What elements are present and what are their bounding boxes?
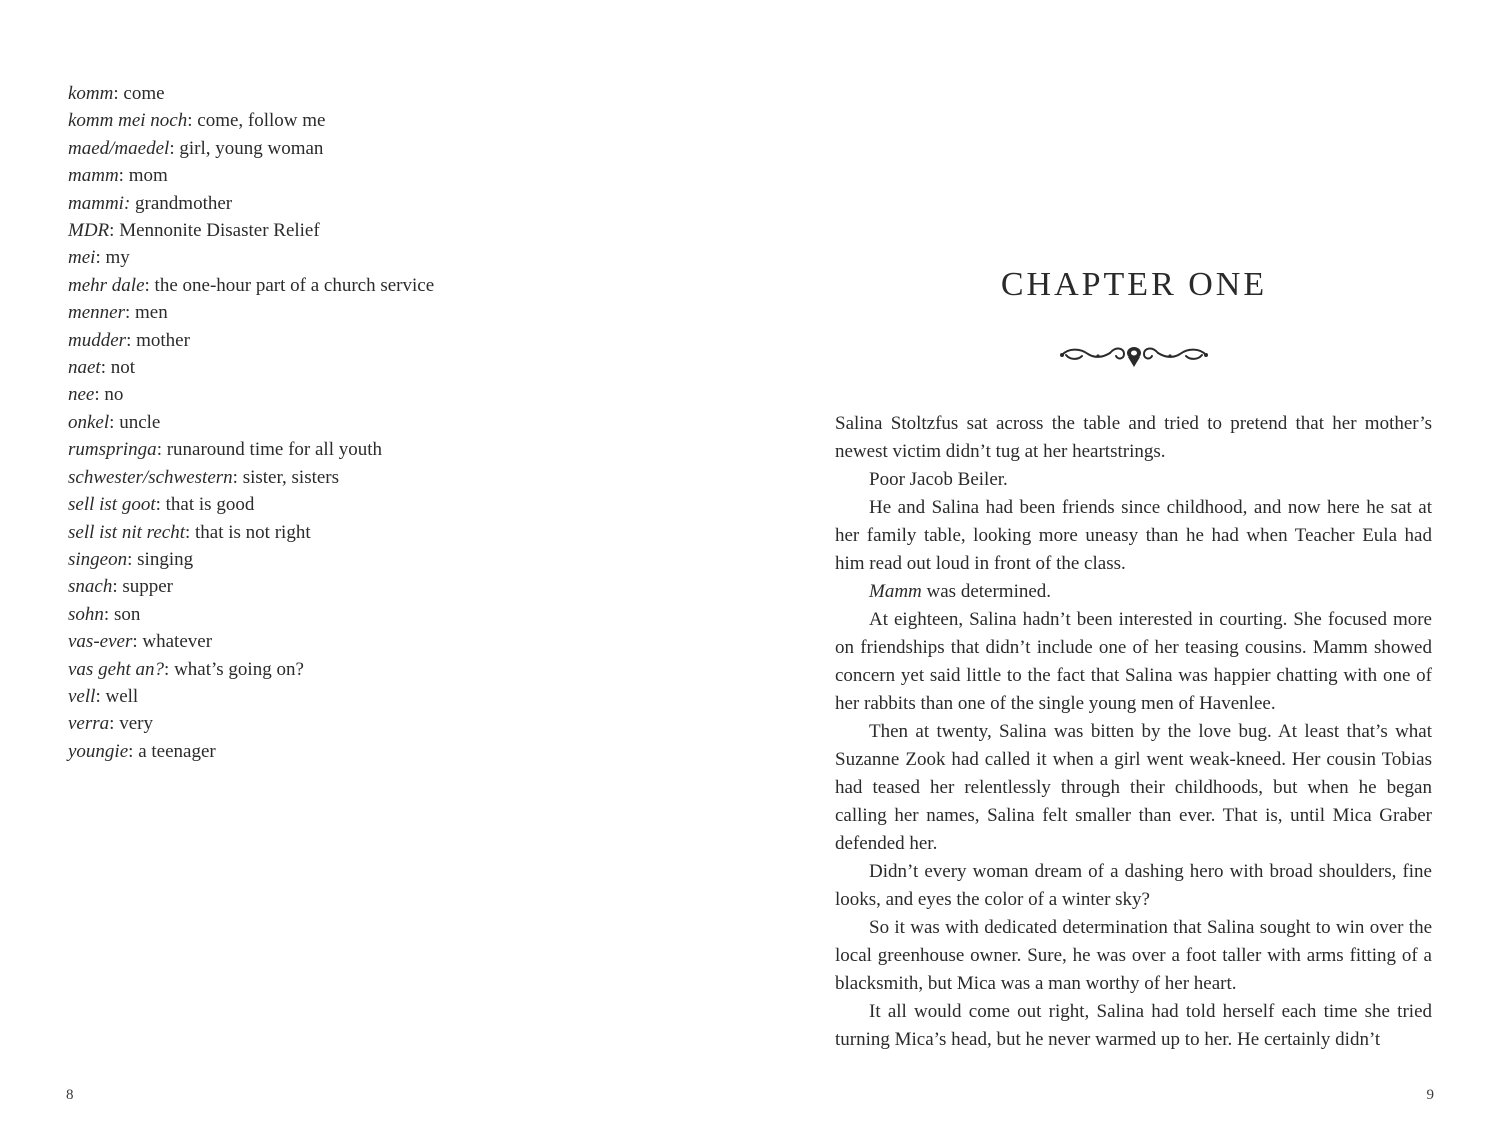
glossary-term: maed/maedel: [68, 137, 170, 159]
glossary-entry: [68, 628, 708, 655]
glossary-term: snach: [68, 576, 113, 598]
glossary-definition: Mennonite Disaster Relief: [114, 220, 320, 242]
glossary-term: nee: [68, 384, 95, 406]
body-paragraph: [835, 410, 1432, 466]
glossary-term: youngie: [68, 740, 129, 762]
glossary-entry: [68, 381, 708, 408]
body-paragraph: [835, 578, 1432, 606]
glossary-entry: [68, 327, 708, 354]
page-number-right: 9: [1426, 1087, 1434, 1103]
glossary-definition: uncle: [114, 411, 161, 433]
paragraph-text: Salina Stoltzfus sat across the table and tried to pretend that her mother’s newest victim didn’t tug at her heartstrings.: [835, 413, 1432, 462]
body-paragraph: [835, 718, 1432, 858]
body-paragraph: [835, 494, 1432, 578]
glossary-entry: [68, 464, 708, 491]
paragraph-text: was determined.: [921, 581, 1052, 602]
paragraph-text: Then at twenty, Salina was bitten by the love bug. At least that’s what Suzanne Zook had called it when a girl went weak-kneed. Her cousin Tobias had teased her relentlessly through their childhoods, but when he began calling her names, Salina felt smaller than ever. That is, until Mica Graber defended her.: [835, 721, 1432, 854]
glossary-term: onkel: [68, 411, 110, 433]
glossary-entry: [68, 244, 708, 271]
paragraph-text: Didn’t every woman dream of a dashing hero with broad shoulders, fine looks, and eyes the color of a winter sky?: [835, 861, 1432, 910]
glossary-definition: my: [100, 247, 130, 269]
glossary-separator: :: [184, 521, 191, 543]
body-paragraph: [835, 466, 1432, 494]
glossary-separator: :: [112, 576, 118, 598]
glossary-term: naet: [68, 357, 101, 379]
glossary-entry: [68, 519, 708, 546]
glossary-entry: [68, 299, 708, 326]
glossary-definition: girl, young woman: [174, 137, 324, 159]
glossary-separator: :: [128, 740, 134, 762]
glossary-entry: [68, 162, 708, 189]
glossary-entry: [68, 217, 708, 244]
glossary-term: rumspringa: [68, 439, 157, 461]
glossary-definition: come: [118, 83, 165, 104]
glossary-definition: grandmother: [130, 192, 233, 214]
glossary-entry: [68, 683, 708, 710]
glossary-definition: a teenager: [133, 740, 216, 762]
glossary-term: singeon: [68, 548, 128, 570]
glossary-term: sell ist nit recht: [68, 521, 185, 543]
page-number-left: 8: [66, 1087, 74, 1103]
glossary-term: sell ist goot: [68, 494, 156, 516]
glossary-separator: :: [187, 110, 193, 132]
paragraph-text: So it was with dedicated determination that Salina sought to win over the local greenhouse owner. Sure, he was over a foot taller with arms fitting of a blacksmith, but Mica was a man worthy of her heart.: [835, 917, 1432, 994]
glossary-term: vell: [68, 685, 96, 707]
glossary-separator: :: [232, 466, 238, 488]
glossary-entry: [68, 710, 708, 737]
glossary-separator: :: [95, 685, 101, 707]
glossary-definition: son: [109, 603, 141, 625]
glossary-separator: :: [95, 247, 101, 269]
glossary-separator: :: [144, 274, 150, 296]
glossary-entry: [68, 738, 708, 765]
glossary-separator: :: [109, 411, 115, 433]
glossary-entry: [68, 190, 708, 217]
glossary-term: vas geht an?: [68, 658, 165, 680]
paragraph-text: He and Salina had been friends since childhood, and now here he sat at her family table, looking more uneasy than he had when Teacher Eula had him read out loud in front of the class.: [835, 497, 1432, 574]
glossary-separator: :: [109, 713, 115, 735]
glossary-entry: [68, 601, 708, 628]
glossary-separator: :: [155, 494, 161, 516]
glossary-separator: :: [94, 384, 100, 406]
glossary-definition: men: [130, 302, 168, 324]
glossary-definition: come, follow me: [192, 110, 326, 132]
glossary-definition: mom: [123, 165, 168, 187]
glossary-definition: runaround time for all youth: [161, 439, 382, 461]
glossary-entry: [68, 573, 708, 600]
glossary-separator: :: [118, 165, 124, 187]
glossary-term: vas-ever: [68, 631, 133, 653]
glossary-separator: :: [113, 83, 119, 104]
paragraph-text: At eighteen, Salina hadn’t been interested in courting. She focused more on friendships that didn’t include one of her teasing cousins. Mamm showed concern yet said little to the fact that Salina was happier chatting with one of her rabbits than one of the single young men of Havenlee.: [835, 609, 1432, 714]
glossary-entry: [68, 272, 708, 299]
glossary-definition: mother: [131, 329, 190, 351]
body-paragraph: [835, 606, 1432, 718]
glossary-list: [68, 80, 708, 765]
glossary-entry: [68, 656, 708, 683]
glossary-separator: :: [164, 658, 170, 680]
glossary-term: mei: [68, 247, 96, 269]
glossary-definition: well: [100, 685, 139, 707]
glossary-entry: [68, 409, 708, 436]
glossary-separator: :: [156, 439, 162, 461]
glossary-definition: no: [99, 384, 124, 406]
glossary-separator: :: [100, 357, 106, 379]
glossary-term: schwester/schwestern: [68, 466, 233, 488]
body-paragraph: [835, 998, 1432, 1054]
glossary-entry: [68, 546, 708, 573]
glossary-separator: :: [127, 548, 133, 570]
glossary-definition: sister, sisters: [237, 466, 340, 488]
glossary-term: komm mei noch: [68, 110, 188, 132]
glossary-term: verra: [68, 713, 110, 735]
glossary-definition: that is good: [160, 494, 255, 516]
glossary-entry: [68, 135, 708, 162]
glossary-term: mammi:: [68, 192, 131, 214]
glossary-separator: :: [124, 302, 131, 324]
glossary-separator: :: [169, 137, 175, 159]
glossary-term: MDR: [68, 220, 110, 242]
glossary-entry: [68, 80, 708, 107]
glossary-definition: what’s going on?: [169, 658, 304, 680]
glossary-term: sohn: [68, 603, 104, 625]
glossary-term: mudder: [68, 329, 127, 351]
glossary-definition: supper: [117, 576, 174, 598]
glossary-entry: [68, 107, 708, 134]
glossary-definition: that is not right: [190, 521, 311, 543]
glossary-term: mamm: [68, 165, 119, 187]
italic-lead: Mamm: [869, 581, 922, 602]
glossary-separator: :: [103, 603, 110, 625]
scroll-flourish-icon: [1058, 340, 1210, 370]
paragraph-text: It all would come out right, Salina had told herself each time she tried turning Mica’s head, but he never warmed up to her. He certainly didn’t: [835, 1001, 1432, 1050]
right-page: [750, 0, 1500, 1142]
glossary-entry: [68, 436, 708, 463]
body-paragraph: [835, 914, 1432, 998]
glossary-term: komm: [68, 83, 114, 104]
glossary-definition: not: [106, 357, 136, 379]
chapter-title: CHAPTER ONE: [1000, 266, 1268, 303]
glossary-term: mehr dale: [68, 274, 145, 296]
glossary-separator: :: [126, 329, 132, 351]
glossary-term: menner: [68, 302, 125, 324]
glossary-entry: [68, 354, 708, 381]
glossary-separator: :: [132, 631, 138, 653]
glossary-definition: the one-hour part of a church service: [149, 274, 435, 296]
body-paragraph: [835, 858, 1432, 914]
chapter-body: [835, 410, 1432, 1054]
paragraph-text: Poor Jacob Beiler.: [869, 469, 1008, 490]
glossary-definition: whatever: [137, 631, 213, 653]
glossary-definition: singing: [132, 548, 194, 570]
glossary-entry: [68, 491, 708, 518]
glossary-definition: very: [114, 713, 153, 735]
glossary-separator: :: [109, 220, 115, 242]
